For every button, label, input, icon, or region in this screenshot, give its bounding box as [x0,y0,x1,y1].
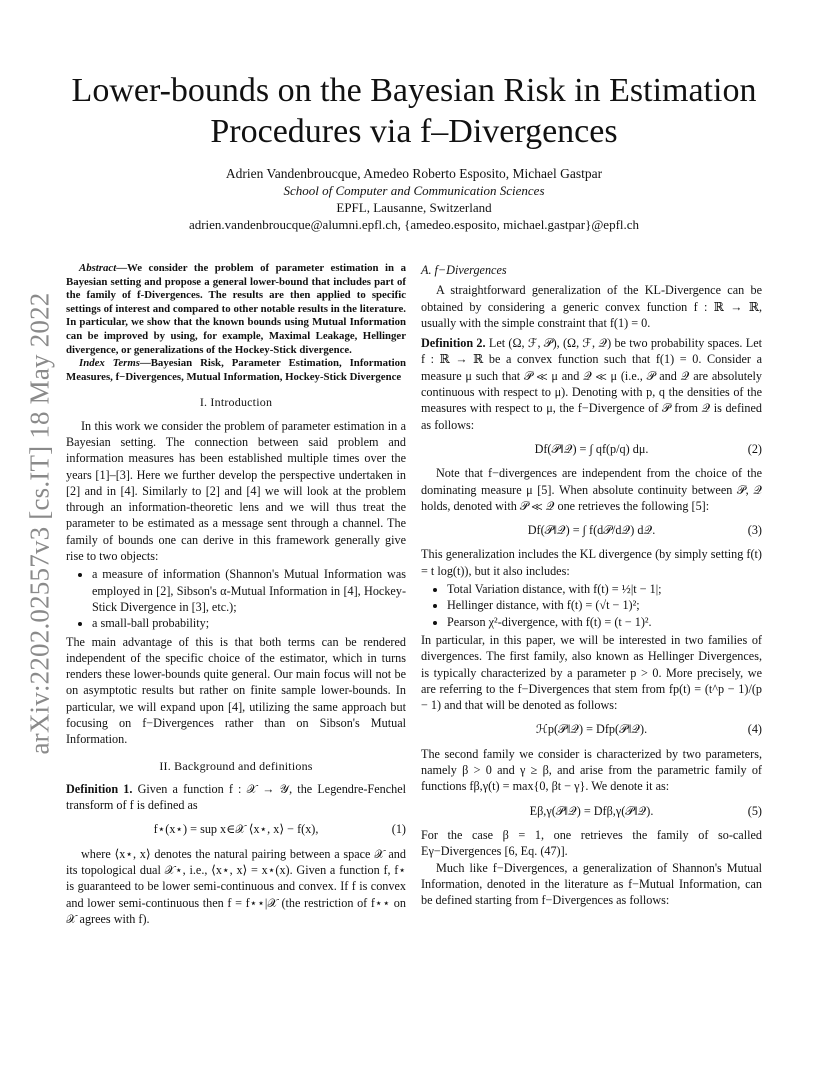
intro-bullet-list [66,566,406,631]
paragraph: A straightforward generalization of the KL-Divergence can be obtained by considering a generic convex function f : ℝ → ℝ, usually with the simple constraint that f(1) = 0. [421,283,762,330]
intro-paragraph-1: In this work we consider the problem of parameter estimation in a Bayesian setting. The connection between said problem and information measures has been established multiple times over the years [1]–[3]. Here we further develop the perspective undertaken in [2] and in [4]. Similarly to [2] and [4] we will look at the problem through an information-theoretic lens and we will thus treat the parameter to be estimated as a message sent through a channel. The family of bounds one can derive in this framework generally give rise to two objects: [66,418,406,564]
affiliation-place: EPFL, Lausanne, Switzerland [336,200,492,215]
equation-body: Eβ,γ(𝒫‖𝒬) = Dfβ,γ(𝒫‖𝒬). [529,803,654,818]
paragraph: Much like f−Divergences, a generalization of Shannon's Mutual Information, denoted in the literature as f−Mutual Information, can be defined starting from f−Divergences as follows: [421,860,762,908]
definition-label: Definition 1. [66,781,133,796]
paragraph: For the case β = 1, one retrieves the family of so-called Eγ−Divergences [6, Eq. (47)]. [421,827,762,859]
paragraph: Note that f−divergences are independent from the choice of the dominating measure μ [5]. When absolute continuity between 𝒫, 𝒬 holds, denoted with 𝒫 ≪ 𝒬 one retrieves the following [5]: [421,466,762,513]
equation-number: (1) [391,822,406,837]
index-terms-text: Bayesian Risk, Parameter Estimation, Information Measures, f−Divergences, Mutual Information, Hockey-Stick Divergence [66,357,406,383]
equation-number: (5) [747,803,762,818]
equation-5 [421,803,762,819]
section-heading: I. Introduction [199,395,273,410]
definition-text: Given a function f : 𝒳 → 𝒴, the Legendre-Fenchel transform of f is defined as [66,781,407,813]
list-item: • a measure of information (Shannon's Mutual Information was employed in [2], Sibson's α-Mutual Information in [4], Hockey-Stick Divergence in [3], etc.); [92,566,406,615]
list-item: • Pearson χ²-divergence, with f(t) = (t − 1)². [447,614,762,630]
arxiv-id[interactable]: arXiv:2202.02557v3 [cs.IT] 18 May 2022 [24,291,55,755]
equation-body: Df(𝒫‖𝒬) = ∫ qf(p/q) dμ. [534,441,649,456]
equation-number: (2) [747,441,762,456]
list-item: • a small-ball probability; [92,615,406,631]
index-terms-label: Index Terms [79,357,140,370]
affiliation-school: School of Computer and Communication Sciences [283,183,545,198]
title-line-1: Lower-bounds on the Bayesian Risk in Estimation [71,72,757,109]
list-item: • Total Variation distance, with f(t) = ½|t − 1|; [447,581,762,597]
equation-3 [421,522,762,538]
intro-paragraph-2: The main advantage of this is that both terms can be rendered independent of the specific choice of the estimator, which in turns renders these lower-bounds quite general. Our main focus will not be on asymptotic results but rather on finite sample lower-bounds. In particular, we will expand upon [4], utilizing the same approach but focusing on f−Divergences rather than on Sibson's Mutual Information. [66,634,406,747]
list-item: • Hellinger distance, with f(t) = (√t − 1)²; [447,597,762,613]
right-column [421,262,762,908]
affiliation-email[interactable]: adrien.vandenbroucque@alumni.epfl.ch, {amedeo.esposito, michael.gastpar}@epfl.ch [188,217,640,232]
abstract-text: We consider the problem of parameter estimation in a Bayesian setting and propose a general lower-bound that includes part of the family of f-Divergences. The results are then applied to specific settings of interest and compared to other notable results in the literature. In particular, we show that the known bounds using Mutual Information can be improved by using, for example, Maximal Leakage, Hellinger divergence, or generalizations of the Hockey-Stick divergence. [66,262,406,356]
abstract-label: Abstract [79,262,117,274]
equation-body: Df(𝒫‖𝒬) = ∫ f(d𝒫/d𝒬) d𝒬. [527,523,656,538]
subsection-heading: A. f−Divergences [421,263,507,277]
index-terms: Index Terms—Bayesian Risk, Parameter Estimation, Information Measures, f−Divergences, Mutual Information, Hockey-Stick Divergence [66,357,406,383]
definition-2 [421,335,762,433]
equation-1 [66,821,406,837]
paragraph: The second family we consider is characterized by two parameters, namely β > 0 and γ ≥ β, and arise from the parametric family of functions fβ,γ(t) = max{0, βt − γ}. We denote it as: [421,746,762,794]
equation-2 [421,441,762,457]
equation-body: ℋp(𝒫‖𝒬) = Dfp(𝒫‖𝒬). [535,722,648,737]
definition-1-continuation: where ⟨x⋆, x⟩ denotes the natural pairing between a space 𝒳 and its topological dual 𝒳⋆, i.e., ⟨x⋆, x⟩ = x⋆(x). Given a function f, f⋆ is guaranteed to be lower semi-continuous and convex. If f is convex and lower semi-continuous then f = f⋆⋆|𝒳 (the restriction of f⋆⋆ on 𝒳 agrees with f). [66,846,406,926]
equation-4 [421,721,762,737]
title-line-2: Procedures via f–Divergences [210,113,618,150]
equation-number: (3) [747,523,762,538]
section-heading: II. Background and definitions [159,758,313,773]
arxiv-watermark [18,288,62,758]
paragraph: This generalization includes the KL divergence (by simply setting f(t) = t log(t)), but it also includes: [421,547,762,578]
paragraph: In particular, in this paper, we will be interested in two families of divergences. The first family, also known as Hellinger Divergences, is typically characterized by a parameter p > 0. More precisely, we are referring to the f−Divergences that stem from fp(t) = (t^p − 1)/(p − 1) and that will be denoted as follows: [421,632,762,713]
left-column [66,262,406,927]
definition-1 [66,781,406,814]
author-list: Adrien Vandenbroucque, Amedeo Roberto Esposito, Michael Gastpar [225,166,603,181]
equation-body: f⋆(x⋆) = sup x∈𝒳 ⟨x⋆, x⟩ − f(x), [153,822,319,837]
abstract: Abstract—We consider the problem of parameter estimation in a Bayesian setting and propose a general lower-bound that includes part of the family of f-Divergences. The results are then applied to specific settings of interest and compared to other notable results in the literature. In particular, we show that the known bounds using Mutual Information can be improved by using, for example, Maximal Leakage, Hellinger divergence, or generalizations of the Hockey-Stick divergence. [66,262,406,356]
paper-title [60,70,768,152]
equation-number: (4) [747,722,762,737]
definition-label: Definition 2. [421,336,486,351]
divergence-bullet-list [421,581,762,630]
definition-text: Let (Ω, ℱ, 𝒫), (Ω, ℱ, 𝒬) be two probability spaces. Let f : ℝ → ℝ be a convex function such that f(1) = 0. Consider a measure μ such that 𝒫 ≪ μ and 𝒬 ≪ μ (i.e., 𝒫 and 𝒬 are absolutely continuous with respect to μ). Denoting with p, q the densities of the measures with respect to μ, the f−Divergence of 𝒫 from 𝒬 is defined as follows: [421,336,762,432]
